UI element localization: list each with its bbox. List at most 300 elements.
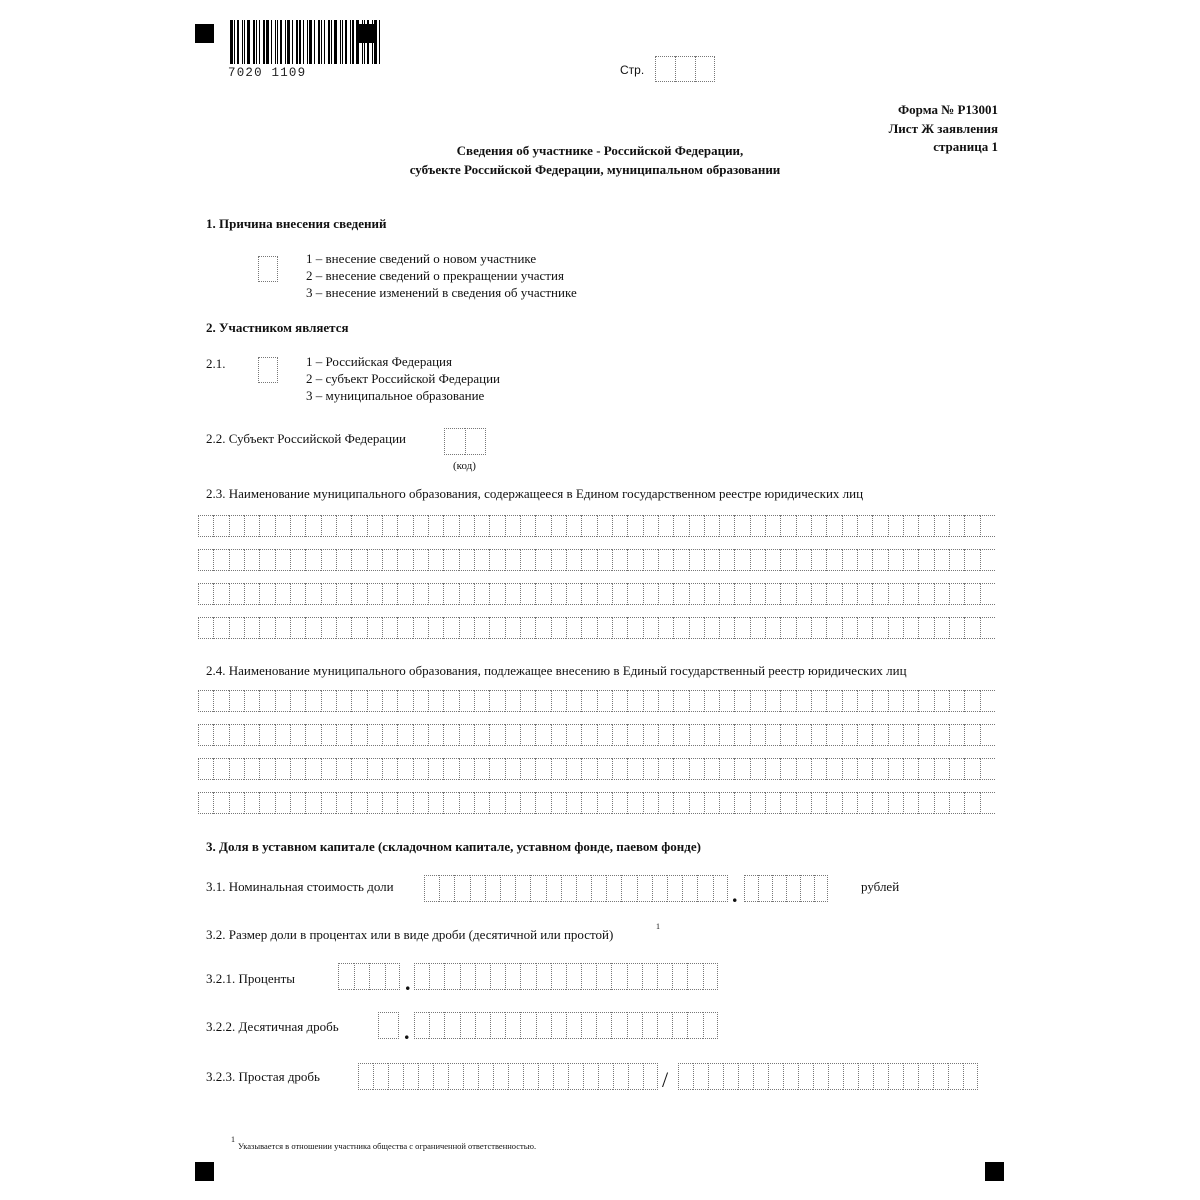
input-cell[interactable] <box>643 1063 658 1090</box>
input-cell[interactable] <box>536 1012 551 1039</box>
input-cell[interactable] <box>697 875 712 902</box>
input-cell[interactable] <box>598 1063 613 1090</box>
input-cell[interactable] <box>811 617 826 639</box>
input-cell[interactable] <box>704 549 719 571</box>
input-cell[interactable] <box>520 690 535 712</box>
input-cell[interactable] <box>826 515 841 537</box>
input-cell[interactable] <box>627 963 642 990</box>
input-cell[interactable] <box>888 724 903 746</box>
input-cell[interactable] <box>213 690 228 712</box>
input-cell[interactable] <box>478 1063 493 1090</box>
input-cell[interactable] <box>828 1063 843 1090</box>
input-cell[interactable] <box>198 515 213 537</box>
input-cell[interactable] <box>336 724 351 746</box>
input-cell[interactable] <box>627 690 642 712</box>
input-cell[interactable] <box>811 792 826 814</box>
input-cell[interactable] <box>198 690 213 712</box>
input-cell[interactable] <box>490 963 505 990</box>
input-cell[interactable] <box>689 690 704 712</box>
simple-fraction-denominator-cells[interactable] <box>678 1063 978 1090</box>
input-cell[interactable] <box>336 758 351 780</box>
input-cell[interactable] <box>796 724 811 746</box>
input-cell[interactable] <box>413 617 428 639</box>
input-cell[interactable] <box>551 758 566 780</box>
input-cell[interactable] <box>949 758 964 780</box>
input-cell[interactable] <box>689 549 704 571</box>
input-cell[interactable] <box>643 758 658 780</box>
input-cell[interactable] <box>321 617 336 639</box>
input-cell[interactable] <box>535 617 550 639</box>
input-cell[interactable] <box>673 758 688 780</box>
input-cell[interactable] <box>780 724 795 746</box>
input-cell[interactable] <box>538 1063 553 1090</box>
input-cell[interactable] <box>566 617 581 639</box>
input-cell[interactable] <box>474 617 489 639</box>
input-cell[interactable] <box>351 792 366 814</box>
input-cell[interactable] <box>382 583 397 605</box>
input-cell[interactable] <box>949 583 964 605</box>
input-cell[interactable] <box>382 724 397 746</box>
input-cell[interactable] <box>397 549 412 571</box>
item-2-4-row-4[interactable] <box>198 792 995 814</box>
input-cell[interactable] <box>358 1063 373 1090</box>
input-cell[interactable] <box>505 549 520 571</box>
input-cell[interactable] <box>429 1012 444 1039</box>
input-cell[interactable] <box>687 1012 702 1039</box>
input-cell[interactable] <box>903 690 918 712</box>
input-cell[interactable] <box>612 515 627 537</box>
input-cell[interactable] <box>459 515 474 537</box>
input-cell[interactable] <box>842 758 857 780</box>
input-cell[interactable] <box>505 758 520 780</box>
section-1-reason-cell[interactable] <box>258 256 278 282</box>
input-cell[interactable] <box>581 963 596 990</box>
input-cell[interactable] <box>964 724 979 746</box>
input-cell[interactable] <box>367 617 382 639</box>
input-cell[interactable] <box>811 515 826 537</box>
input-cell[interactable] <box>934 758 949 780</box>
input-cell[interactable] <box>612 724 627 746</box>
input-cell[interactable] <box>439 875 454 902</box>
input-cell[interactable] <box>321 724 336 746</box>
input-cell[interactable] <box>428 515 443 537</box>
input-cell[interactable] <box>703 1012 718 1039</box>
input-cell[interactable] <box>765 617 780 639</box>
input-cell[interactable] <box>508 1063 523 1090</box>
input-cell[interactable] <box>888 549 903 571</box>
input-cell[interactable] <box>903 758 918 780</box>
input-cell[interactable] <box>918 515 933 537</box>
input-cell[interactable] <box>658 617 673 639</box>
input-cell[interactable] <box>213 617 228 639</box>
input-cell[interactable] <box>918 792 933 814</box>
input-cell[interactable] <box>734 549 749 571</box>
input-cell[interactable] <box>581 792 596 814</box>
input-cell[interactable] <box>980 583 995 605</box>
input-cell[interactable] <box>980 549 995 571</box>
input-cell[interactable] <box>489 549 504 571</box>
input-cell[interactable] <box>689 724 704 746</box>
input-cell[interactable] <box>581 690 596 712</box>
input-cell[interactable] <box>704 792 719 814</box>
input-cell[interactable] <box>551 515 566 537</box>
page-number-cells[interactable] <box>655 56 715 82</box>
input-cell[interactable] <box>704 758 719 780</box>
input-cell[interactable] <box>796 617 811 639</box>
input-cell[interactable] <box>750 583 765 605</box>
input-cell[interactable] <box>581 724 596 746</box>
input-cell[interactable] <box>474 515 489 537</box>
input-cell[interactable] <box>505 1012 520 1039</box>
input-cell[interactable] <box>658 549 673 571</box>
input-cell[interactable] <box>750 758 765 780</box>
input-cell[interactable] <box>229 617 244 639</box>
input-cell[interactable] <box>734 515 749 537</box>
input-cell[interactable] <box>397 583 412 605</box>
input-cell[interactable] <box>489 724 504 746</box>
input-cell[interactable] <box>719 792 734 814</box>
input-cell[interactable] <box>460 963 475 990</box>
input-cell[interactable] <box>934 690 949 712</box>
input-cell[interactable] <box>505 792 520 814</box>
input-cell[interactable] <box>612 792 627 814</box>
input-cell[interactable] <box>530 875 545 902</box>
input-cell[interactable] <box>454 875 469 902</box>
input-cell[interactable] <box>768 1063 783 1090</box>
input-cell[interactable] <box>627 724 642 746</box>
input-cell[interactable] <box>857 617 872 639</box>
input-cell[interactable] <box>397 690 412 712</box>
input-cell[interactable] <box>918 690 933 712</box>
input-cell[interactable] <box>689 617 704 639</box>
input-cell[interactable] <box>566 549 581 571</box>
input-cell[interactable] <box>628 1063 643 1090</box>
input-cell[interactable] <box>463 1063 478 1090</box>
input-cell[interactable] <box>826 724 841 746</box>
input-cell[interactable] <box>443 583 458 605</box>
input-cell[interactable] <box>658 515 673 537</box>
input-cell[interactable] <box>373 1063 388 1090</box>
input-cell[interactable] <box>673 515 688 537</box>
input-cell[interactable] <box>842 617 857 639</box>
input-cell[interactable] <box>474 724 489 746</box>
input-cell[interactable] <box>980 724 995 746</box>
input-cell[interactable] <box>750 617 765 639</box>
nominal-value-fraction-cells[interactable] <box>744 875 828 902</box>
input-cell[interactable] <box>470 875 485 902</box>
input-cell[interactable] <box>964 549 979 571</box>
input-cell[interactable] <box>566 583 581 605</box>
input-cell[interactable] <box>772 875 786 902</box>
input-cell[interactable] <box>780 583 795 605</box>
input-cell[interactable] <box>305 758 320 780</box>
input-cell[interactable] <box>321 515 336 537</box>
input-cell[interactable] <box>378 1012 399 1039</box>
input-cell[interactable] <box>429 963 444 990</box>
input-cell[interactable] <box>520 1012 535 1039</box>
input-cell[interactable] <box>673 792 688 814</box>
input-cell[interactable] <box>551 549 566 571</box>
input-cell[interactable] <box>336 617 351 639</box>
input-cell[interactable] <box>980 758 995 780</box>
decimal-fraction-cells[interactable] <box>414 1012 718 1039</box>
input-cell[interactable] <box>367 549 382 571</box>
input-cell[interactable] <box>627 792 642 814</box>
input-cell[interactable] <box>515 875 530 902</box>
input-cell[interactable] <box>382 515 397 537</box>
input-cell[interactable] <box>367 724 382 746</box>
input-cell[interactable] <box>397 792 412 814</box>
input-cell[interactable] <box>658 792 673 814</box>
input-cell[interactable] <box>872 549 887 571</box>
input-cell[interactable] <box>505 724 520 746</box>
input-cell[interactable] <box>704 515 719 537</box>
input-cell[interactable] <box>933 1063 948 1090</box>
input-cell[interactable] <box>596 963 611 990</box>
input-cell[interactable] <box>244 690 259 712</box>
input-cell[interactable] <box>753 1063 768 1090</box>
input-cell[interactable] <box>536 963 551 990</box>
input-cell[interactable] <box>259 690 274 712</box>
input-cell[interactable] <box>857 515 872 537</box>
input-cell[interactable] <box>783 1063 798 1090</box>
input-cell[interactable] <box>872 690 887 712</box>
input-cell[interactable] <box>658 758 673 780</box>
input-cell[interactable] <box>305 549 320 571</box>
input-cell[interactable] <box>583 1063 598 1090</box>
input-cell[interactable] <box>566 963 581 990</box>
input-cell[interactable] <box>811 583 826 605</box>
input-cell[interactable] <box>842 690 857 712</box>
input-cell[interactable] <box>903 583 918 605</box>
input-cell[interactable] <box>305 617 320 639</box>
input-cell[interactable] <box>765 583 780 605</box>
input-cell[interactable] <box>459 617 474 639</box>
input-cell[interactable] <box>198 758 213 780</box>
input-cell[interactable] <box>413 549 428 571</box>
input-cell[interactable] <box>551 1012 566 1039</box>
input-cell[interactable] <box>980 690 995 712</box>
input-cell[interactable] <box>351 515 366 537</box>
input-cell[interactable] <box>637 875 652 902</box>
input-cell[interactable] <box>535 724 550 746</box>
input-cell[interactable] <box>413 758 428 780</box>
input-cell[interactable] <box>244 617 259 639</box>
input-cell[interactable] <box>678 1063 693 1090</box>
input-cell[interactable] <box>719 724 734 746</box>
input-cell[interactable] <box>796 583 811 605</box>
input-cell[interactable] <box>493 1063 508 1090</box>
input-cell[interactable] <box>734 792 749 814</box>
input-cell[interactable] <box>780 515 795 537</box>
input-cell[interactable] <box>814 875 828 902</box>
input-cell[interactable] <box>612 690 627 712</box>
input-cell[interactable] <box>520 515 535 537</box>
input-cell[interactable] <box>765 515 780 537</box>
input-cell[interactable] <box>903 792 918 814</box>
input-cell[interactable] <box>489 792 504 814</box>
input-cell[interactable] <box>643 690 658 712</box>
input-cell[interactable] <box>657 1012 672 1039</box>
input-cell[interactable] <box>351 724 366 746</box>
input-cell[interactable] <box>682 875 697 902</box>
input-cell[interactable] <box>872 758 887 780</box>
input-cell[interactable] <box>963 1063 978 1090</box>
input-cell[interactable] <box>796 515 811 537</box>
input-cell[interactable] <box>888 690 903 712</box>
input-cell[interactable] <box>259 515 274 537</box>
input-cell[interactable] <box>367 690 382 712</box>
input-cell[interactable] <box>259 792 274 814</box>
input-cell[interactable] <box>765 758 780 780</box>
input-cell[interactable] <box>591 875 606 902</box>
input-cell[interactable] <box>198 617 213 639</box>
input-cell[interactable] <box>643 515 658 537</box>
decimal-integer-cell[interactable] <box>378 1012 399 1039</box>
input-cell[interactable] <box>485 875 500 902</box>
input-cell[interactable] <box>275 792 290 814</box>
input-cell[interactable] <box>566 792 581 814</box>
input-cell[interactable] <box>229 515 244 537</box>
input-cell[interactable] <box>367 515 382 537</box>
input-cell[interactable] <box>780 792 795 814</box>
input-cell[interactable] <box>652 875 667 902</box>
input-cell[interactable] <box>581 583 596 605</box>
input-cell[interactable] <box>765 690 780 712</box>
input-cell[interactable] <box>627 515 642 537</box>
input-cell[interactable] <box>229 724 244 746</box>
input-cell[interactable] <box>259 617 274 639</box>
input-cell[interactable] <box>213 549 228 571</box>
input-cell[interactable] <box>397 758 412 780</box>
input-cell[interactable] <box>244 515 259 537</box>
input-cell[interactable] <box>566 724 581 746</box>
input-cell[interactable] <box>336 690 351 712</box>
input-cell[interactable] <box>918 758 933 780</box>
input-cell[interactable] <box>734 617 749 639</box>
input-cell[interactable] <box>490 1012 505 1039</box>
input-cell[interactable] <box>872 617 887 639</box>
input-cell[interactable] <box>244 792 259 814</box>
input-cell[interactable] <box>643 617 658 639</box>
input-cell[interactable] <box>597 690 612 712</box>
input-cell[interactable] <box>672 1012 687 1039</box>
input-cell[interactable] <box>842 515 857 537</box>
input-cell[interactable] <box>643 724 658 746</box>
input-cell[interactable] <box>796 549 811 571</box>
input-cell[interactable] <box>949 515 964 537</box>
input-cell[interactable] <box>765 792 780 814</box>
input-cell[interactable] <box>259 758 274 780</box>
input-cell[interactable] <box>336 515 351 537</box>
input-cell[interactable] <box>244 758 259 780</box>
input-cell[interactable] <box>275 617 290 639</box>
input-cell[interactable] <box>489 758 504 780</box>
input-cell[interactable] <box>693 1063 708 1090</box>
input-cell[interactable] <box>934 549 949 571</box>
input-cell[interactable] <box>750 792 765 814</box>
input-cell[interactable] <box>888 758 903 780</box>
input-cell[interactable] <box>826 583 841 605</box>
input-cell[interactable] <box>505 690 520 712</box>
input-cell[interactable] <box>414 1012 429 1039</box>
input-cell[interactable] <box>842 792 857 814</box>
input-cell[interactable] <box>244 549 259 571</box>
input-cell[interactable] <box>551 963 566 990</box>
input-cell[interactable] <box>872 515 887 537</box>
input-cell[interactable] <box>888 792 903 814</box>
input-cell[interactable] <box>459 758 474 780</box>
input-cell[interactable] <box>903 515 918 537</box>
input-cell[interactable] <box>229 690 244 712</box>
input-cell[interactable] <box>903 1063 918 1090</box>
input-cell[interactable] <box>826 690 841 712</box>
input-cell[interactable] <box>198 724 213 746</box>
input-cell[interactable] <box>553 1063 568 1090</box>
input-cell[interactable] <box>888 583 903 605</box>
input-cell[interactable] <box>354 963 370 990</box>
nominal-value-integer-cells[interactable] <box>424 875 728 902</box>
input-cell[interactable] <box>888 617 903 639</box>
input-cell[interactable] <box>397 617 412 639</box>
input-cell[interactable] <box>443 617 458 639</box>
item-2-4-row-1[interactable] <box>198 690 995 712</box>
input-cell[interactable] <box>382 617 397 639</box>
input-cell[interactable] <box>459 549 474 571</box>
input-cell[interactable] <box>826 758 841 780</box>
input-cell[interactable] <box>964 758 979 780</box>
input-cell[interactable] <box>474 549 489 571</box>
input-cell[interactable] <box>723 1063 738 1090</box>
input-cell[interactable] <box>489 515 504 537</box>
input-cell[interactable] <box>964 583 979 605</box>
input-cell[interactable] <box>713 875 728 902</box>
input-cell[interactable] <box>689 792 704 814</box>
input-cell[interactable] <box>627 583 642 605</box>
input-cell[interactable] <box>459 724 474 746</box>
input-cell[interactable] <box>418 1063 433 1090</box>
input-cell[interactable] <box>903 724 918 746</box>
input-cell[interactable] <box>213 583 228 605</box>
input-cell[interactable] <box>397 724 412 746</box>
input-cell[interactable] <box>673 690 688 712</box>
input-cell[interactable] <box>428 758 443 780</box>
input-cell[interactable] <box>903 549 918 571</box>
input-cell[interactable] <box>424 875 439 902</box>
input-cell[interactable] <box>535 583 550 605</box>
input-cell[interactable] <box>800 875 814 902</box>
input-cell[interactable] <box>858 1063 873 1090</box>
input-cell[interactable] <box>687 963 702 990</box>
input-cell[interactable] <box>811 690 826 712</box>
input-cell[interactable] <box>780 549 795 571</box>
input-cell[interactable] <box>520 758 535 780</box>
input-cell[interactable] <box>428 690 443 712</box>
input-cell[interactable] <box>750 549 765 571</box>
input-cell[interactable] <box>780 617 795 639</box>
input-cell[interactable] <box>796 690 811 712</box>
input-cell[interactable] <box>826 549 841 571</box>
input-cell[interactable] <box>581 758 596 780</box>
input-cell[interactable] <box>857 690 872 712</box>
input-cell[interactable] <box>428 724 443 746</box>
input-cell[interactable] <box>290 515 305 537</box>
input-cell[interactable] <box>448 1063 463 1090</box>
input-cell[interactable] <box>744 875 758 902</box>
input-cell[interactable] <box>388 1063 403 1090</box>
input-cell[interactable] <box>750 515 765 537</box>
input-cell[interactable] <box>489 583 504 605</box>
